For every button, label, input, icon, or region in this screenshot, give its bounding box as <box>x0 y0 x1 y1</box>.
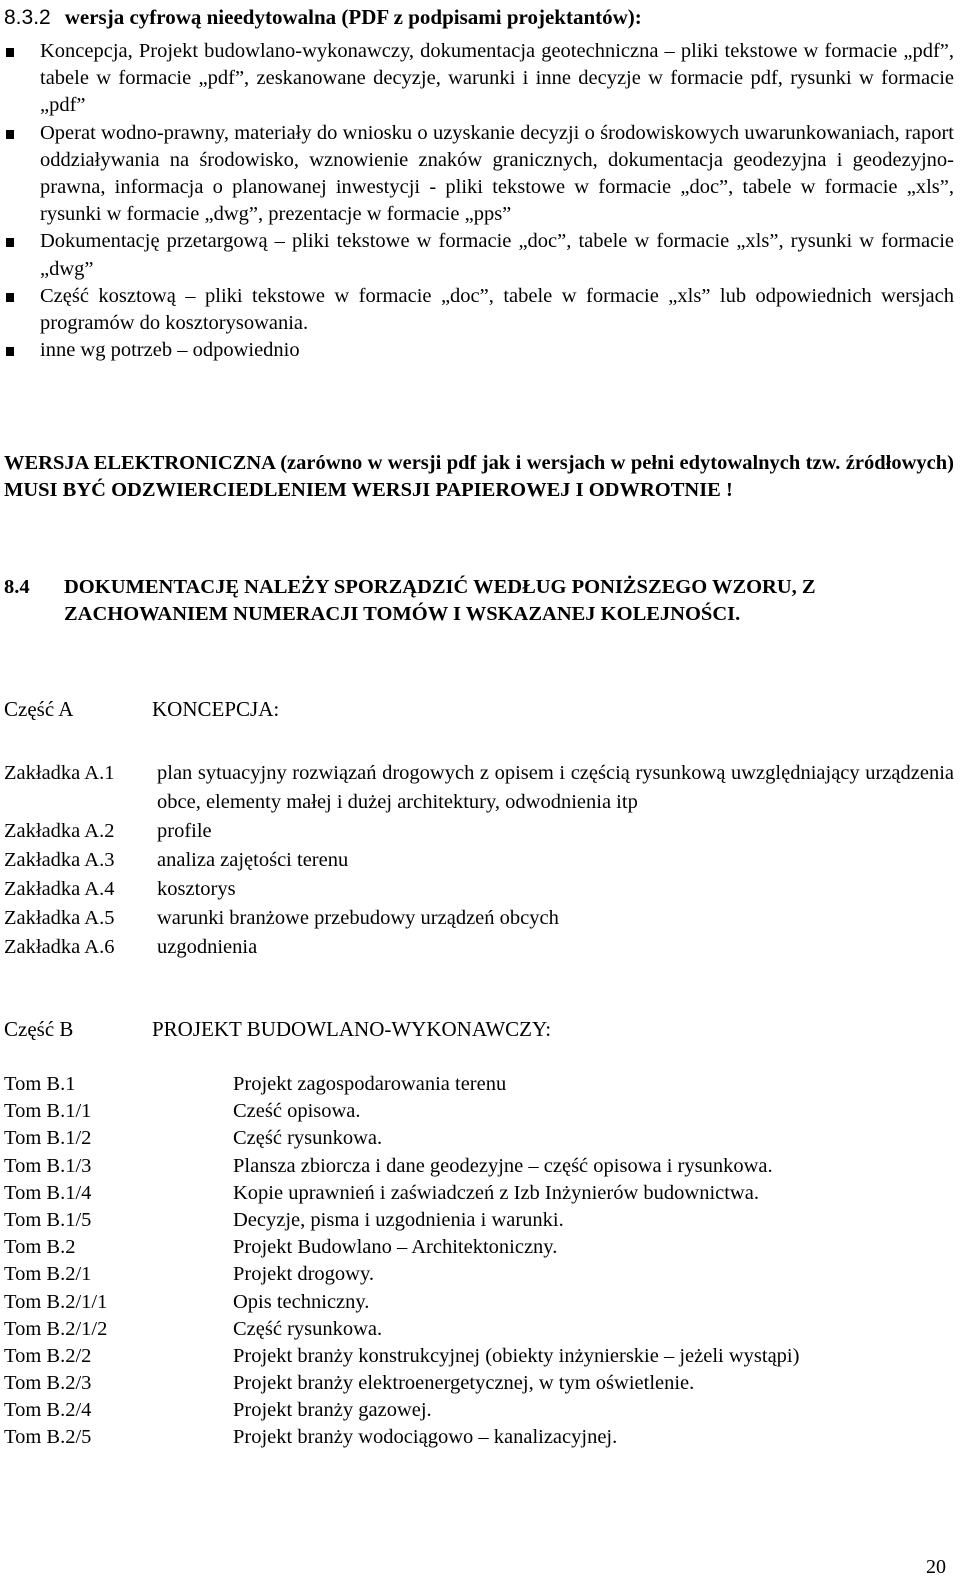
list-item <box>4 1316 954 1343</box>
list-item <box>4 283 954 337</box>
square-bullet-icon <box>6 293 14 302</box>
section-title: DOKUMENTACJĘ NALEŻY SPORZĄDZIĆ WEDŁUG PONIŻSZEGO WZORU, Z ZACHOWANIEM NUMERACJI TOMÓW I WSKAZANEJ KOLEJNOŚCI. <box>64 576 816 625</box>
list-item <box>4 1153 954 1180</box>
electronic-version-warning: WERSJA ELEKTRONICZNA (zarówno w wersji pdf jak i wersjach w pełni edytowalnych tzw. źródłowych) MUSI BYĆ ODZWIERCIEDLENIEM WERSJI PAPIEROWEJ I ODWROTNIE ! <box>4 452 954 501</box>
tab-description: warunki branżowe przebudowy urządzeń obcych <box>157 907 559 929</box>
volume-label: Tom B.2/1/1 <box>4 1290 108 1313</box>
part-b-heading <box>4 1017 551 1042</box>
volume-description: Decyzje, pisma i uzgodnienia i warunki. <box>233 1208 564 1231</box>
tab-description: plan sytuacyjny rozwiązań drogowych z opisem i częścią rysunkową uwzględniający urządzenia obce, elementy małej i dużej architektury, odwodnienia itp <box>157 762 954 813</box>
list-item <box>4 1180 954 1207</box>
volume-description: Część rysunkowa. <box>233 1127 383 1150</box>
list-item <box>4 1289 954 1316</box>
square-bullet-icon <box>6 347 14 356</box>
list-item <box>4 875 954 904</box>
list-item <box>4 817 954 846</box>
volume-description: Projekt branży gazowej. <box>233 1399 432 1422</box>
list-item <box>4 1098 954 1125</box>
volume-label: Tom B.2/1/2 <box>4 1317 108 1340</box>
volume-label: Tom B.1 <box>4 1073 76 1095</box>
list-item <box>4 1261 954 1288</box>
list-item <box>4 1424 954 1451</box>
list-item <box>4 1125 954 1152</box>
tab-label: Zakładka A.4 <box>4 878 115 900</box>
page-number: 20 <box>926 1556 946 1578</box>
tab-label: Zakładka A.2 <box>4 820 115 842</box>
volume-label: Tom B.2 <box>4 1236 76 1259</box>
volume-description: Projekt branży elektroenergetycznej, w tym oświetlenie. <box>233 1372 695 1395</box>
volume-description: Plansza zbiorcza i dane geodezyjne – część opisowa i rysunkowa. <box>233 1154 773 1177</box>
part-a-tab-list <box>4 759 954 962</box>
volume-label: Tom B.2/5 <box>4 1426 92 1449</box>
square-bullet-icon <box>6 238 14 247</box>
list-item <box>4 1397 954 1424</box>
tab-label: Zakładka A.1 <box>4 762 115 784</box>
volume-label: Tom B.1/1 <box>4 1100 92 1123</box>
list-item <box>4 846 954 875</box>
list-item <box>4 1234 954 1261</box>
list-item <box>4 38 954 120</box>
section-number: 8.3.2 <box>4 6 51 29</box>
section-8-4-heading <box>4 574 954 628</box>
list-item <box>4 1370 954 1397</box>
list-item <box>4 904 954 933</box>
section-title: wersja cyfrową nieedytowalna (PDF z podpisami projektantów): <box>64 5 642 29</box>
part-title: KONCEPCJA: <box>152 697 280 721</box>
tab-description: analiza zajętości terenu <box>157 849 349 871</box>
list-item <box>4 933 954 962</box>
list-item <box>4 120 954 229</box>
list-item-text: Operat wodno-prawny, materiały do wniosku o uzyskanie decyzji o środowiskowych uwarunkowaniach, raport oddziaływania na środowisko, wznowienie znaków granicznych, dokumentacja geodezyjna i geodezyjno-prawna, informacja o planowanej inwestycji - pliki tekstowe w formacie „doc”, tabele w formacie „xls”, rysunki w formacie „dwg”, prezentacje w formacie „pps” <box>40 121 954 226</box>
volume-description: Cześć opisowa. <box>233 1100 361 1123</box>
volume-label: Tom B.1/5 <box>4 1208 92 1231</box>
list-item <box>4 228 954 282</box>
volume-description: Projekt branży wodociągowo – kanalizacyjnej. <box>233 1426 618 1449</box>
volume-label: Tom B.2/2 <box>4 1344 92 1367</box>
square-bullet-icon <box>6 130 14 139</box>
volume-label: Tom B.2/4 <box>4 1399 92 1422</box>
part-a-heading <box>4 697 279 722</box>
volume-description: Opis techniczny. <box>233 1290 370 1313</box>
volume-description: Projekt drogowy. <box>233 1263 375 1286</box>
volume-label: Tom B.1/4 <box>4 1181 92 1204</box>
tab-description: profile <box>157 820 212 842</box>
list-item <box>4 759 954 817</box>
tab-label: Zakładka A.5 <box>4 907 115 929</box>
list-item <box>4 1207 954 1234</box>
volume-description: Kopie uprawnień i zaświadczeń z Izb Inżynierów budownictwa. <box>233 1181 759 1204</box>
list-item-text: Dokumentację przetargową – pliki tekstowe w formacie „doc”, tabele w formacie „xls”, rysunki w formacie „dwg” <box>40 230 954 280</box>
square-bullet-icon <box>6 48 14 57</box>
section-8-3-2-heading <box>4 2 954 33</box>
part-label: Część B <box>4 1017 74 1041</box>
tab-label: Zakładka A.6 <box>4 936 115 958</box>
tab-description: kosztorys <box>157 878 236 900</box>
list-item <box>4 1071 954 1098</box>
list-item-text: Część kosztową – pliki tekstowe w formacie „doc”, tabele w formacie „xls” lub odpowiednich wersjach programów do kosztorysowania. <box>40 284 954 335</box>
part-label: Część A <box>4 697 74 721</box>
volume-description: Projekt Budowlano – Architektoniczny. <box>233 1236 558 1259</box>
volume-description: Projekt branży konstrukcyjnej (obiekty inżynierskie – jeżeli wystąpi) <box>233 1344 800 1367</box>
volume-label: Tom B.1/2 <box>4 1127 92 1150</box>
volume-description: Projekt zagospodarowania terenu <box>233 1073 507 1095</box>
section-number: 8.4 <box>4 576 30 598</box>
volume-label: Tom B.1/3 <box>4 1154 92 1177</box>
volume-label: Tom B.2/1 <box>4 1263 92 1286</box>
format-bullet-list <box>4 38 954 364</box>
list-item-text: inne wg potrzeb – odpowiednio <box>40 339 300 362</box>
volume-label: Tom B.2/3 <box>4 1372 92 1395</box>
part-b-volume-list <box>4 1071 954 1452</box>
list-item-text: Koncepcja, Projekt budowlano-wykonawczy, dokumentacja geotechniczna – pliki tekstowe w formacie „pdf”, tabele w formacie „pdf”, zeskanowane decyzje, warunki i inne decyzje w formacie pdf, rysunki w formacie „pdf” <box>40 40 954 117</box>
volume-description: Część rysunkowa. <box>233 1317 383 1340</box>
tab-label: Zakładka A.3 <box>4 849 115 871</box>
part-title: PROJEKT BUDOWLANO-WYKONAWCZY: <box>152 1017 552 1041</box>
list-item <box>4 1343 954 1370</box>
tab-description: uzgodnienia <box>157 936 258 958</box>
list-item <box>4 337 954 364</box>
